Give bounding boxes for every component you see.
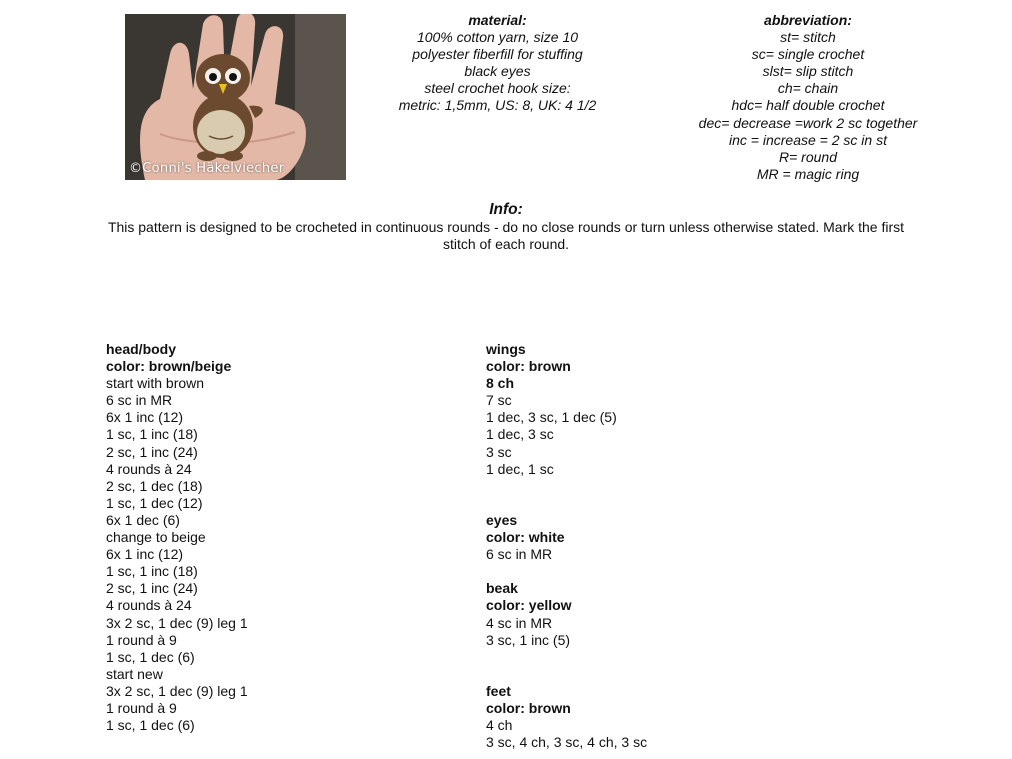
- pattern-line: 1 sc, 1 dec (6): [106, 717, 195, 734]
- pattern-line: 3x 2 sc, 1 dec (9) leg 1: [106, 682, 248, 699]
- pattern-line: change to beige: [106, 529, 206, 546]
- pattern-line: 2 sc, 1 dec (18): [106, 477, 203, 494]
- pattern-line: 3 sc, 1 inc (5): [486, 631, 571, 648]
- pattern-line: 6 sc in MR: [106, 392, 173, 409]
- pattern-line: 1 round à 9: [106, 631, 177, 648]
- pattern-line: 7 sc: [486, 392, 512, 409]
- material-line: black eyes: [464, 63, 531, 80]
- owl-photo: [125, 14, 346, 180]
- material-line: polyester fiberfill for stuffing: [412, 46, 583, 63]
- material-heading: material:: [468, 12, 527, 28]
- wings-start: 8 ch: [486, 375, 515, 392]
- beak-title: beak: [486, 580, 518, 597]
- head-body-color: color: brown/beige: [106, 358, 232, 375]
- pattern-line: 1 sc, 1 dec (6): [106, 648, 195, 665]
- material-line: metric: 1,5mm, US: 8, UK: 4 1/2: [398, 97, 597, 114]
- spacer: [486, 495, 886, 512]
- pattern-line: 3 sc, 4 ch, 3 sc, 4 ch, 3 sc: [486, 734, 648, 751]
- abbreviation-section: [668, 12, 948, 183]
- abbreviation-line: inc = increase = 2 sc in st: [729, 131, 887, 148]
- wings-color: color: brown: [486, 358, 571, 375]
- material-line: 100% cotton yarn, size 10: [416, 29, 579, 46]
- material-section: [370, 12, 625, 115]
- pattern-line: 1 sc, 1 dec (12): [106, 494, 203, 511]
- spacer: [486, 666, 886, 683]
- abbreviation-line: ch= chain: [777, 80, 839, 97]
- pattern-line: 4 sc in MR: [486, 614, 553, 631]
- pattern-line: 1 dec, 1 sc: [486, 460, 554, 477]
- info-heading: Info:: [489, 201, 523, 218]
- abbreviation-line: dec= decrease =work 2 sc together: [698, 114, 918, 131]
- spacer: [486, 563, 886, 580]
- feet-title: feet: [486, 682, 511, 699]
- abbreviation-heading: abbreviation:: [764, 12, 852, 28]
- pattern-line: 1 sc, 1 inc (18): [106, 563, 198, 580]
- abbreviation-line: slst= slip stitch: [762, 63, 854, 80]
- pattern-line: 1 round à 9: [106, 699, 177, 716]
- parts-section: [486, 341, 886, 751]
- head-body-title: head/body: [106, 341, 177, 357]
- head-body-section: [106, 341, 446, 734]
- pattern-line: start new: [106, 665, 163, 682]
- pattern-line: 4 ch: [486, 717, 513, 734]
- pattern-line: 1 sc, 1 inc (18): [106, 426, 198, 443]
- pattern-line: 1 dec, 3 sc: [486, 426, 554, 443]
- photo-watermark: ©Conni's Häkelviecher: [129, 161, 285, 176]
- pattern-line: 2 sc, 1 inc (24): [106, 580, 198, 597]
- spacer: [486, 649, 886, 666]
- pattern-line: 4 rounds à 24: [106, 597, 192, 614]
- feet-color: color: brown: [486, 699, 571, 716]
- pattern-line: 6x 1 inc (12): [106, 546, 184, 563]
- abbreviation-line: st= stitch: [780, 29, 836, 46]
- eyes-title: eyes: [486, 511, 518, 528]
- pattern-line: 3 sc: [486, 443, 512, 460]
- pattern-line: start with brown: [106, 375, 205, 392]
- abbreviation-line: MR = magic ring: [756, 165, 860, 182]
- info-text: This pattern is designed to be crocheted in continuous rounds - do no close rounds or turn unless otherwise stated. Mark the first stitch of each round.: [107, 219, 905, 253]
- beak-color: color: yellow: [486, 597, 572, 614]
- pattern-line: 3x 2 sc, 1 dec (9) leg 1: [106, 614, 248, 631]
- pattern-line: 4 rounds à 24: [106, 460, 192, 477]
- wings-title: wings: [486, 341, 526, 357]
- abbreviation-line: R= round: [779, 148, 837, 165]
- pattern-line: 6x 1 dec (6): [106, 511, 180, 528]
- pattern-line: 2 sc, 1 inc (24): [106, 443, 198, 460]
- pattern-line: 1 dec, 3 sc, 1 dec (5): [486, 409, 617, 426]
- abbreviation-line: sc= single crochet: [751, 46, 865, 63]
- pattern-line: 6x 1 inc (12): [106, 409, 184, 426]
- pattern-line: 6 sc in MR: [486, 546, 553, 563]
- abbreviation-line: hdc= half double crochet: [731, 97, 885, 114]
- owl-photo-illustration: [125, 14, 346, 180]
- spacer: [486, 478, 886, 495]
- material-line: steel crochet hook size:: [424, 80, 571, 97]
- eyes-color: color: white: [486, 529, 565, 546]
